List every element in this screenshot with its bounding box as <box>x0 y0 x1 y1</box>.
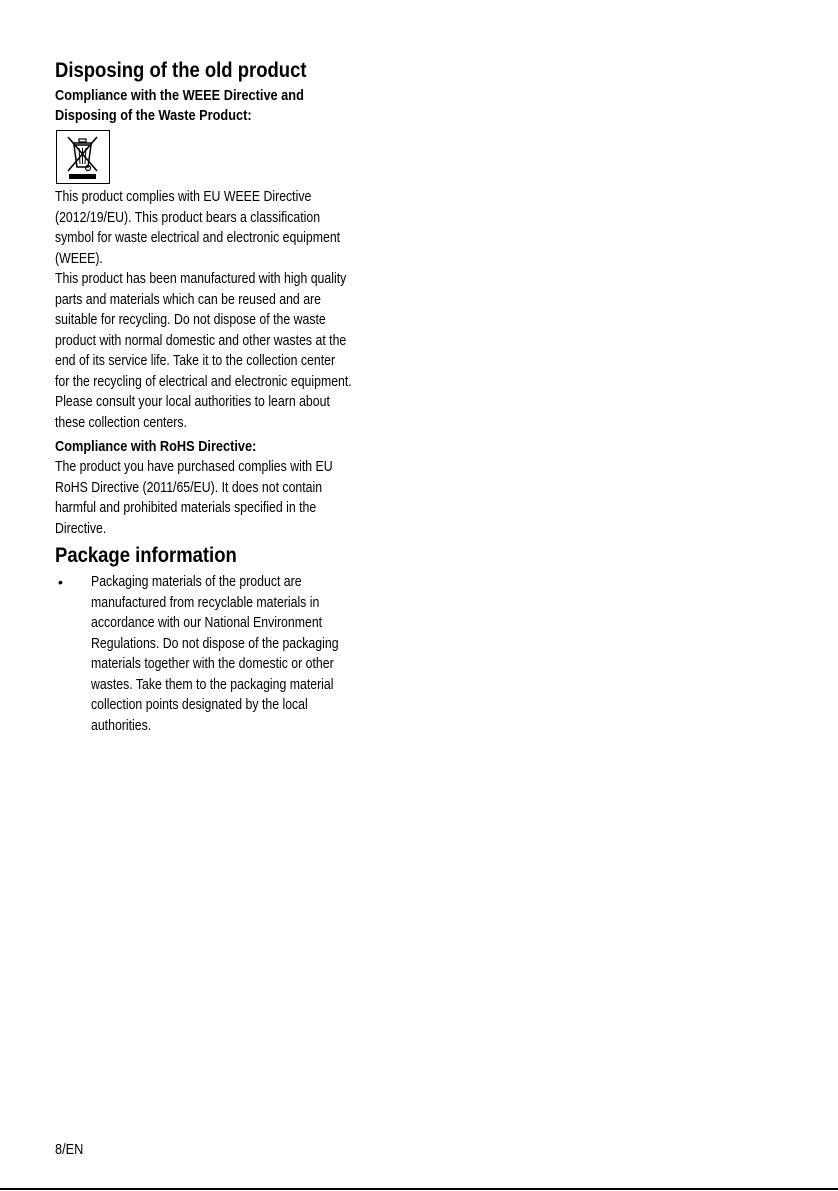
text-line: authorities. <box>91 716 152 734</box>
text-line: symbol for waste electrical and electronic equipment <box>55 229 341 246</box>
text-line: The product you have purchased complies with EU <box>55 458 333 475</box>
page-number: 8/EN <box>55 1141 84 1158</box>
text-line: for the recycling of electrical and electronic equipment. <box>55 372 352 390</box>
weee-heading <box>55 86 372 126</box>
bullet-icon: • <box>58 574 63 590</box>
text-line: This product has been manufactured with high quality <box>55 270 347 287</box>
package-title: Package information <box>55 544 237 567</box>
text-line: these collection centers. <box>55 413 187 431</box>
rohs-heading: Compliance with RoHS Directive: <box>55 439 257 455</box>
text-line: Directive. <box>55 519 107 537</box>
text-line: manufactured from recyclable materials in <box>91 593 320 611</box>
rohs-paragraph <box>55 457 350 539</box>
text-line: RoHS Directive (2011/65/EU). It does not contain <box>55 478 323 496</box>
text-line: harmful and prohibited materials specified in the <box>55 499 317 516</box>
weee-paragraph-2 <box>55 269 350 433</box>
text-line: materials together with the domestic or other <box>91 655 334 672</box>
text-line: parts and materials which can be reused and are <box>55 290 321 308</box>
text-line: product with normal domestic and other wastes at the <box>55 331 347 349</box>
weee-heading-line: Disposing of the Waste Product: <box>55 108 252 124</box>
text-line: (2012/19/EU). This product bears a classification <box>55 208 321 226</box>
package-paragraph <box>91 572 357 736</box>
text-line: This product complies with EU WEEE Directive <box>55 188 312 205</box>
text-line: accordance with our National Environment <box>91 614 323 631</box>
text-line: wastes. Take them to the packaging material <box>91 675 334 693</box>
bottom-divider <box>0 1188 838 1190</box>
weee-heading-line: Compliance with the WEEE Directive and <box>55 88 304 104</box>
text-line: (WEEE). <box>55 249 103 267</box>
text-line: Please consult your local authorities to learn about <box>55 393 330 410</box>
text-line: Packaging materials of the product are <box>91 573 302 590</box>
weee-paragraph-1 <box>55 187 350 269</box>
text-line: collection points designated by the local <box>91 696 308 713</box>
package-bullet-item <box>55 572 415 736</box>
crossed-out-wheelie-bin-icon <box>56 130 110 184</box>
page-title: Disposing of the old product <box>55 59 307 82</box>
text-line: Regulations. Do not dispose of the packaging <box>91 634 339 652</box>
content-column <box>55 58 415 736</box>
text-line: end of its service life. Take it to the collection center <box>55 352 336 369</box>
text-line: suitable for recycling. Do not dispose of the waste <box>55 311 326 328</box>
